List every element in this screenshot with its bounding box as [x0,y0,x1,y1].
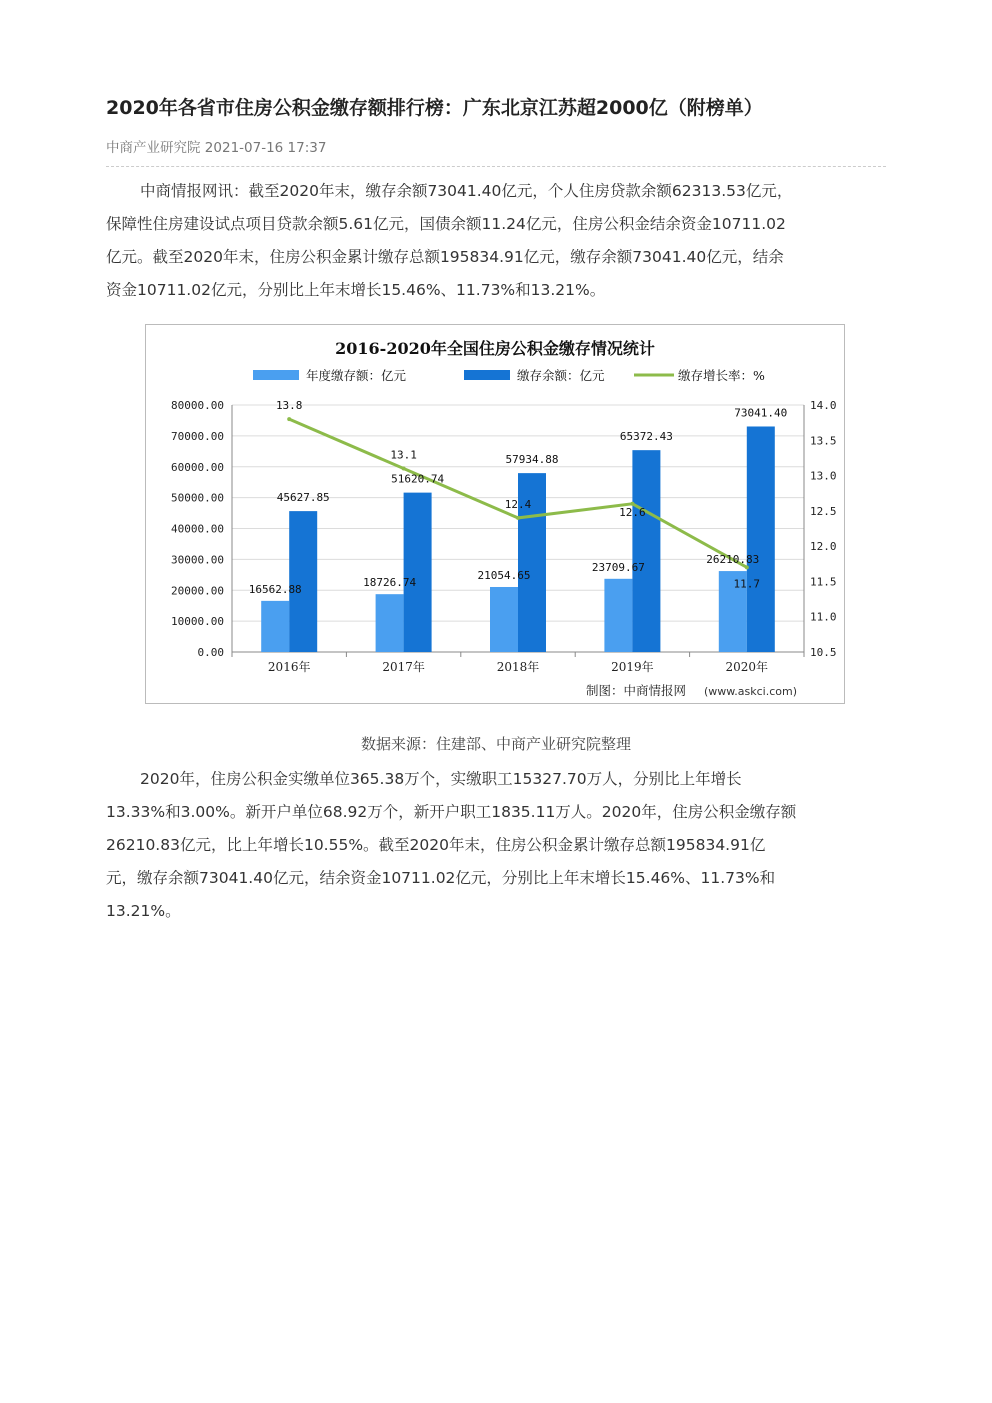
y-left-tick-label: 80000.00 [171,399,224,412]
legend-swatch-deposit-balance [464,370,510,380]
paragraph-2-line: 13.21%。 [106,902,181,920]
bar-deposit-balance [404,493,432,652]
y-left-tick-label: 20000.00 [171,584,224,598]
legend-label-annual-deposit: 年度缴存额：亿元 [306,368,407,383]
y-right-tick-label: 11.5 [810,575,837,589]
chart-credit-url: (www.askci.com) [704,685,797,698]
growth-rate-point [287,417,291,421]
x-tick-label: 2018年 [496,660,540,674]
bar-deposit-balance [632,450,660,652]
y-left-tick-label: 70000.00 [171,429,224,443]
data-label-annual-deposit: 26210.83 [706,553,760,567]
y-left-tick-label: 50000.00 [171,491,224,505]
legend-label-deposit-balance: 缴存余额：亿元 [517,368,605,383]
y-right-tick-label: 12.5 [810,504,837,518]
y-right-tick-label: 13.5 [810,434,837,448]
data-label-deposit-balance: 45627.85 [276,491,330,505]
chart-caption: 数据来源：住建部、中商产业研究院整理 [360,735,631,753]
data-label-annual-deposit: 23709.67 [591,560,645,574]
chart-credit: 制图：中商情报网 [586,683,687,698]
data-label-growth-rate: 11.7 [733,577,761,591]
bar-annual-deposit [604,579,632,652]
paragraph-2-line: 2020年，住房公积金实缴单位365.38万个，实缴职工15327.70万人，分别比上年增长 [140,770,742,788]
data-label-growth-rate: 12.4 [504,497,532,511]
bar-deposit-balance [289,511,317,652]
chart-legend [253,368,765,383]
paragraph-1-line: 资金10711.02亿元，分别比上年末增长15.46%、11.73%和13.21%。 [106,281,606,299]
bar-annual-deposit [376,594,404,652]
y-left-tick-label: 0.00 [197,646,224,659]
y-left-tick-label: 60000.00 [171,460,224,474]
article-datetime: 2021-07-16 17:37 [204,140,327,156]
bar-deposit-balance [747,426,775,652]
data-label-growth-rate: 12.6 [619,505,646,519]
paragraph-1-line: 中商情报网讯：截至2020年末，缴存余额73041.40亿元，个人住房贷款余额62313.53亿元， [140,182,793,200]
data-label-annual-deposit: 18726.74 [363,576,417,590]
x-tick-label: 2016年 [267,660,311,674]
y-right-tick-label: 11.0 [810,610,837,624]
paragraph-1-line: 保障性住房建设试点项目贷款余额5.61亿元，国债余额11.24亿元，住房公积金结余资金10711.02 [106,215,786,233]
paragraph-1-line: 亿元。截至2020年末，住房公积金累计缴存总额195834.91亿元，缴存余额73041.40亿元，结余 [106,248,784,266]
data-label-deposit-balance: 73041.40 [734,406,788,420]
x-tick-label: 2019年 [611,660,654,674]
x-tick-label: 2020年 [725,660,769,674]
data-label-annual-deposit: 21054.65 [477,568,531,582]
legend-label-growth-rate: 缴存增长率：% [678,368,765,383]
y-right-tick-label: 12.0 [810,540,837,554]
chart-title: 2016-2020年全国住房公积金缴存情况统计 [335,339,655,358]
data-label-deposit-balance: 65372.43 [619,430,673,444]
data-label-annual-deposit: 16562.88 [248,582,302,596]
paragraph-2 [106,763,886,928]
y-left-tick-label: 30000.00 [171,553,224,567]
chart-svg [146,325,844,703]
y-right-tick-label: 10.5 [810,646,837,659]
article-title: 2020年各省市住房公积金缴存额排行榜：广东北京江苏超2000亿（附榜单） [106,97,763,119]
chart-image [145,324,845,704]
bar-annual-deposit [490,587,518,652]
y-right-tick-label: 13.0 [810,469,837,483]
paragraph-1 [106,175,886,307]
article-source[interactable]: 中商产业研究院 [106,140,201,156]
paragraph-2-line: 26210.83亿元，比上年增长10.55%。截至2020年末，住房公积金累计缴存总额195834.91亿 [106,836,766,854]
paragraph-2-line: 元，缴存余额73041.40亿元，结余资金10711.02亿元，分别比上年末增长15.46%、11.73%和 [106,869,776,887]
y-left-tick-label: 40000.00 [171,522,224,536]
article-meta [106,136,326,156]
data-label-growth-rate: 13.1 [390,448,417,462]
growth-rate-point [516,516,520,520]
divider [106,166,886,167]
y-right-tick-label: 14.0 [810,399,837,412]
x-tick-label: 2017年 [382,660,425,674]
y-left-tick-label: 10000.00 [171,615,224,629]
paragraph-2-line: 13.33%和3.00%。新开户单位68.92万个，新开户职工1835.11万人。2020年，住房公积金缴存额 [106,803,797,821]
growth-rate-point [402,467,406,471]
data-label-growth-rate: 13.8 [275,399,303,413]
data-label-deposit-balance: 51620.74 [391,472,445,486]
bar-annual-deposit [261,601,289,652]
data-label-deposit-balance: 57934.88 [505,453,559,467]
legend-swatch-annual-deposit [253,370,299,380]
